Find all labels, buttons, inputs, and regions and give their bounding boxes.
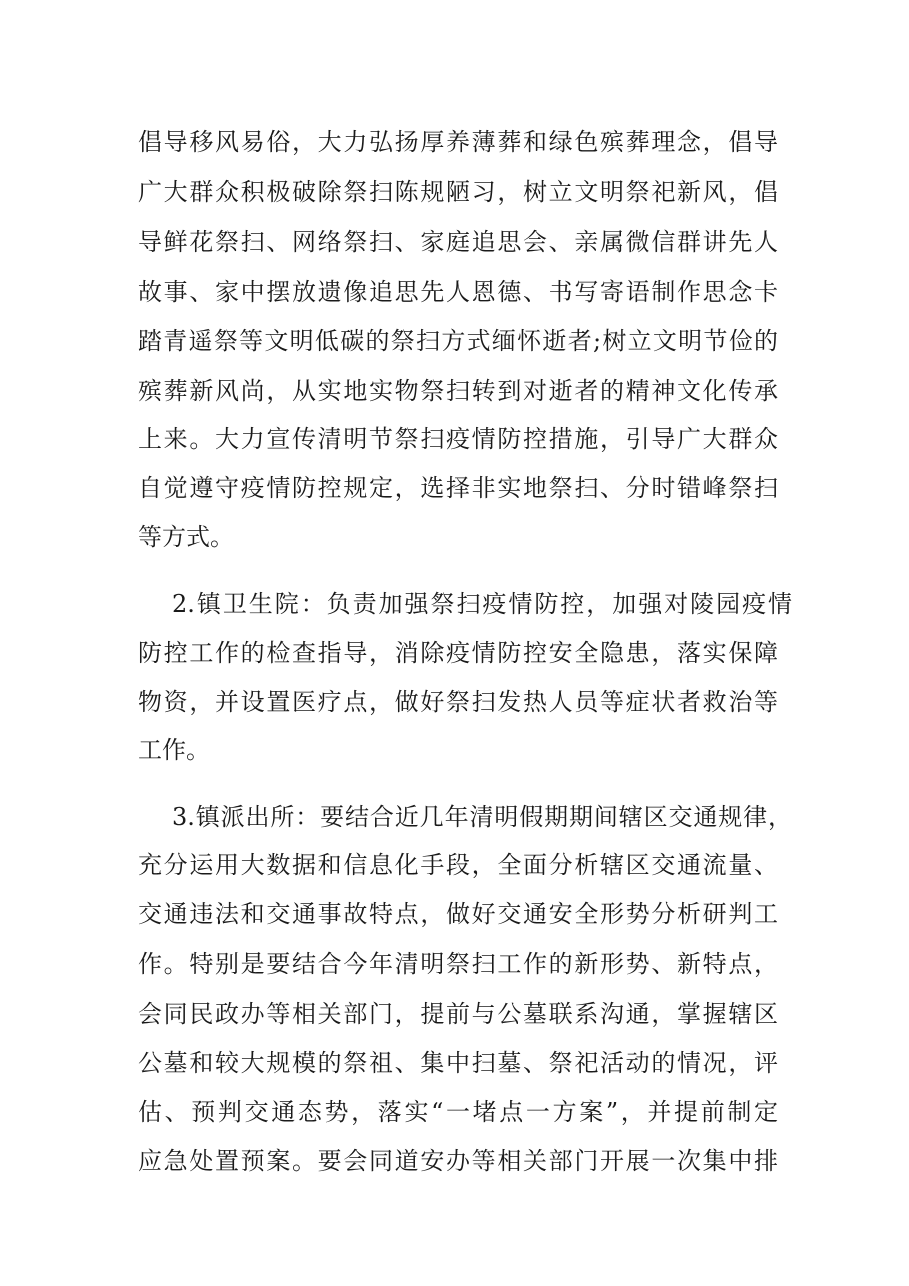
text-line: 估、预判交通态势，落实“一堵点一方案”，并提前制定 — [138, 1098, 778, 1126]
text-line: 殡葬新风尚，从实地实物祭扫转到对逝者的精神文化传承 — [138, 377, 778, 405]
text-line: 等方式。 — [138, 523, 234, 551]
text-line: 工作。 — [138, 736, 210, 764]
text-line: 物资，并设置医疗点，做好祭扫发热人员等症状者救治等 — [138, 688, 778, 716]
text-line: 故事、家中摆放遗像追思先人恩德、书写寄语制作思念卡 — [138, 278, 778, 306]
text-line: 会同民政办等相关部门，提前与公墓联系沟通，掌握辖区 — [138, 1000, 778, 1028]
text-line: 自觉遵守疫情防控规定，选择非实地祭扫、分时错峰祭扫 — [138, 474, 778, 502]
text-line: 防控工作的检查指导，消除疫情防控安全隐患，落实保障 — [138, 639, 778, 667]
paragraph-start-line: 3.镇派出所：要结合近几年清明假期期间辖区交通规律， — [172, 803, 792, 831]
text-line: 作。特别是要结合今年清明祭扫工作的新形势、新特点， — [138, 950, 778, 978]
text-line: 导鲜花祭扫、网络祭扫、家庭追思会、亲属微信群讲先人 — [138, 228, 778, 256]
text-line: 倡导移风易俗，大力弘扬厚养薄葬和绿色殡葬理念，倡导 — [138, 128, 778, 156]
text-line: 公墓和较大规模的祭祖、集中扫墓、祭祀活动的情况，评 — [138, 1049, 778, 1077]
text-line: 踏青遥祭等文明低碳的祭扫方式缅怀逝者;树立文明节俭的 — [138, 327, 778, 355]
text-line: 应急处置预案。要会同道安办等相关部门开展一次集中排 — [138, 1147, 778, 1175]
paragraph-start-line: 2.镇卫生院：负责加强祭扫疫情防控，加强对陵园疫情 — [172, 590, 792, 618]
text-line: 广大群众积极破除祭扫陈规陋习，树立文明祭祀新风，倡 — [138, 178, 778, 206]
text-line: 交通违法和交通事故特点，做好交通安全形势分析研判工 — [138, 900, 778, 928]
text-line: 上来。大力宣传清明节祭扫疫情防控措施，引导广大群众 — [138, 425, 778, 453]
text-line: 充分运用大数据和信息化手段，全面分析辖区交通流量、 — [138, 851, 778, 879]
